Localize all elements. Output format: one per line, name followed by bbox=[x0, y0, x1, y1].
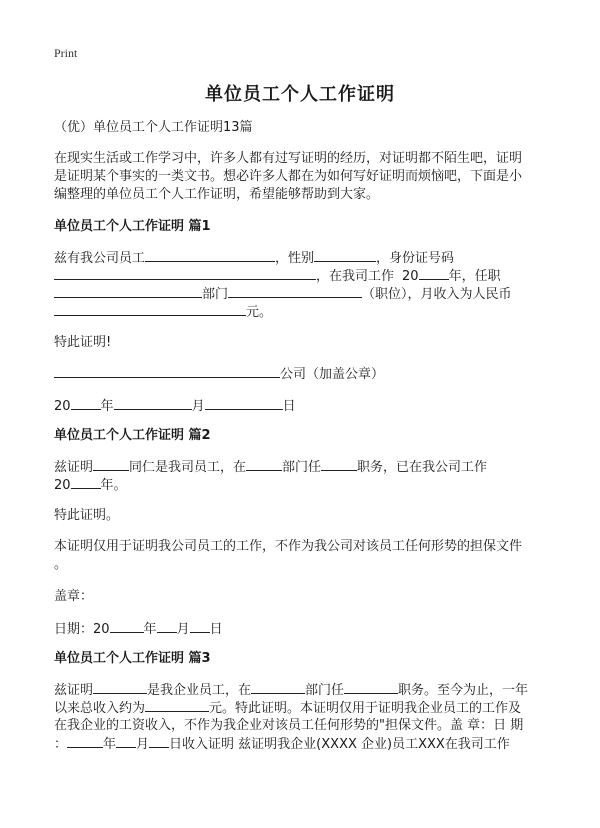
s3-line-2 bbox=[54, 699, 554, 718]
s3-l4-colon: ： bbox=[54, 737, 68, 752]
s1-blank-id bbox=[54, 267, 316, 280]
s1-blank-position bbox=[228, 285, 362, 298]
s3-l4-rest: 日收入证明 兹证明我企业(XXXX 企业)员工XXX在我司工作 bbox=[169, 737, 510, 752]
s2-text-dept: 部门任 bbox=[282, 460, 322, 475]
s2-special: 特此证明。 bbox=[54, 508, 120, 523]
s2-blank-date-month bbox=[157, 620, 177, 633]
s1-text-company: 公司（加盖公章） bbox=[280, 367, 385, 382]
s2-note-line-1: 本证明仅用于证明我公司员工的工作，不作为我公司对该员工任何形势的担保文件 bbox=[54, 539, 523, 554]
s1-text-year-post: 年，任职 bbox=[448, 269, 501, 284]
intro-line-2: 是证明某个事实的一类文书。想必许多人都在为如何写好证明而烦恼吧，下面是小 bbox=[54, 169, 523, 184]
s3-text-dept: 部门任 bbox=[305, 683, 345, 698]
s1-blank-date-month bbox=[114, 397, 192, 410]
s3-text-zi: 兹证明 bbox=[54, 683, 94, 698]
s1-line-3 bbox=[54, 285, 554, 304]
s2-date-line bbox=[54, 620, 554, 639]
s2-blank-date-year bbox=[110, 620, 144, 633]
s2-seal: 盖章： bbox=[54, 589, 94, 604]
s1-blank-year bbox=[419, 267, 449, 280]
s1-blank-name bbox=[145, 249, 275, 262]
s2-blank-name bbox=[93, 458, 129, 471]
s1-text-zi: 兹有我公司员工 bbox=[54, 251, 146, 266]
section-2-heading: 单位员工个人工作证明 篇2 bbox=[54, 428, 211, 443]
s3-blank-l4-year bbox=[67, 735, 103, 748]
s1-text-id: ，身份证号码 bbox=[376, 251, 455, 266]
s2-blank-dept bbox=[246, 458, 282, 471]
s2-date-year: 年 bbox=[143, 622, 157, 637]
s2-line-2 bbox=[54, 476, 554, 495]
s2-line-1 bbox=[54, 458, 554, 477]
s2-blank-date-day bbox=[190, 620, 210, 633]
s2-blank-year bbox=[71, 476, 101, 489]
s3-l4-month: 月 bbox=[136, 737, 150, 752]
s3-blank-income bbox=[145, 699, 209, 712]
s1-text-gender: ，性别 bbox=[275, 251, 315, 266]
s1-text-20: 20 bbox=[402, 269, 419, 284]
s1-blank-post bbox=[54, 285, 202, 298]
s3-blank-dept bbox=[251, 681, 305, 694]
s1-date-year: 年 bbox=[100, 399, 114, 414]
s2-date-month: 月 bbox=[176, 622, 190, 637]
s2-text-duty: 职务，已在我公司工作 bbox=[357, 460, 488, 475]
s3-text-yuan: 元。特此证明。本证明仅用于证明我企业员工的工作及 bbox=[209, 701, 522, 716]
s1-date-month: 月 bbox=[191, 399, 205, 414]
s2-text-zi: 兹证明 bbox=[54, 460, 94, 475]
s3-line-1 bbox=[54, 681, 554, 700]
s1-text-yuan: 元。 bbox=[246, 305, 273, 320]
s2-blank-duty bbox=[321, 458, 357, 471]
s1-date-20: 20 bbox=[54, 399, 71, 414]
subtitle: （优）单位员工个人工作证明13篇 bbox=[54, 120, 253, 135]
s2-text-20: 20 bbox=[54, 478, 71, 493]
s1-blank-gender bbox=[314, 249, 376, 262]
s1-line-2 bbox=[54, 267, 554, 286]
s2-note-line-2: 。 bbox=[54, 557, 68, 572]
s3-blank-duty bbox=[344, 681, 398, 694]
s3-l4-year: 年 bbox=[103, 737, 117, 752]
s3-blank-l4-day bbox=[149, 735, 169, 748]
section-3-heading: 单位员工个人工作证明 篇3 bbox=[54, 651, 211, 666]
s1-text-work: ，在我司工作 bbox=[316, 269, 395, 284]
s2-date-label: 日期：20 bbox=[54, 622, 110, 637]
s1-date-day: 日 bbox=[282, 399, 296, 414]
s1-company-line bbox=[54, 365, 554, 384]
document-title: 单位员工个人工作证明 bbox=[205, 84, 395, 105]
s3-line-4 bbox=[54, 735, 554, 754]
intro-line-1: 在现实生活或工作学习中，许多人都有过写证明的经历，对证明都不陌生吧，证明 bbox=[54, 151, 523, 166]
s1-blank-company bbox=[54, 365, 280, 378]
s1-text-position: （职位），月收入为人民币 bbox=[362, 287, 512, 302]
s3-text-emp: 是我企业员工，在 bbox=[147, 683, 252, 698]
s2-text-year: 年。 bbox=[100, 478, 127, 493]
s2-date-day: 日 bbox=[209, 622, 223, 637]
s2-text-colleague: 同仁是我司员工，在 bbox=[129, 460, 247, 475]
s1-line-4 bbox=[54, 303, 554, 322]
print-label: Print bbox=[54, 46, 78, 60]
s1-blank-income bbox=[54, 303, 246, 316]
section-1-heading: 单位员工个人工作证明 篇1 bbox=[54, 219, 211, 234]
s1-text-dept: 部门 bbox=[202, 287, 229, 302]
s3-blank-name bbox=[93, 681, 147, 694]
s1-line-1 bbox=[54, 249, 554, 268]
intro-line-3: 编整理的单位员工个人工作证明，希望能够帮助到大家。 bbox=[54, 187, 380, 202]
s3-line-3: 在我企业的工资收入，不作为我企业对该员工任何形势的"担保文件。盖 章：日 期 bbox=[54, 718, 524, 733]
s3-blank-l4-month bbox=[116, 735, 136, 748]
s1-special: 特此证明! bbox=[54, 335, 112, 350]
s3-text-income: 以来总收入约为 bbox=[54, 701, 146, 716]
s1-blank-date-day bbox=[205, 397, 283, 410]
s1-blank-date-year bbox=[71, 397, 101, 410]
s3-text-duty: 职务。至今为止，一年 bbox=[398, 683, 529, 698]
s1-date-line bbox=[54, 397, 554, 416]
